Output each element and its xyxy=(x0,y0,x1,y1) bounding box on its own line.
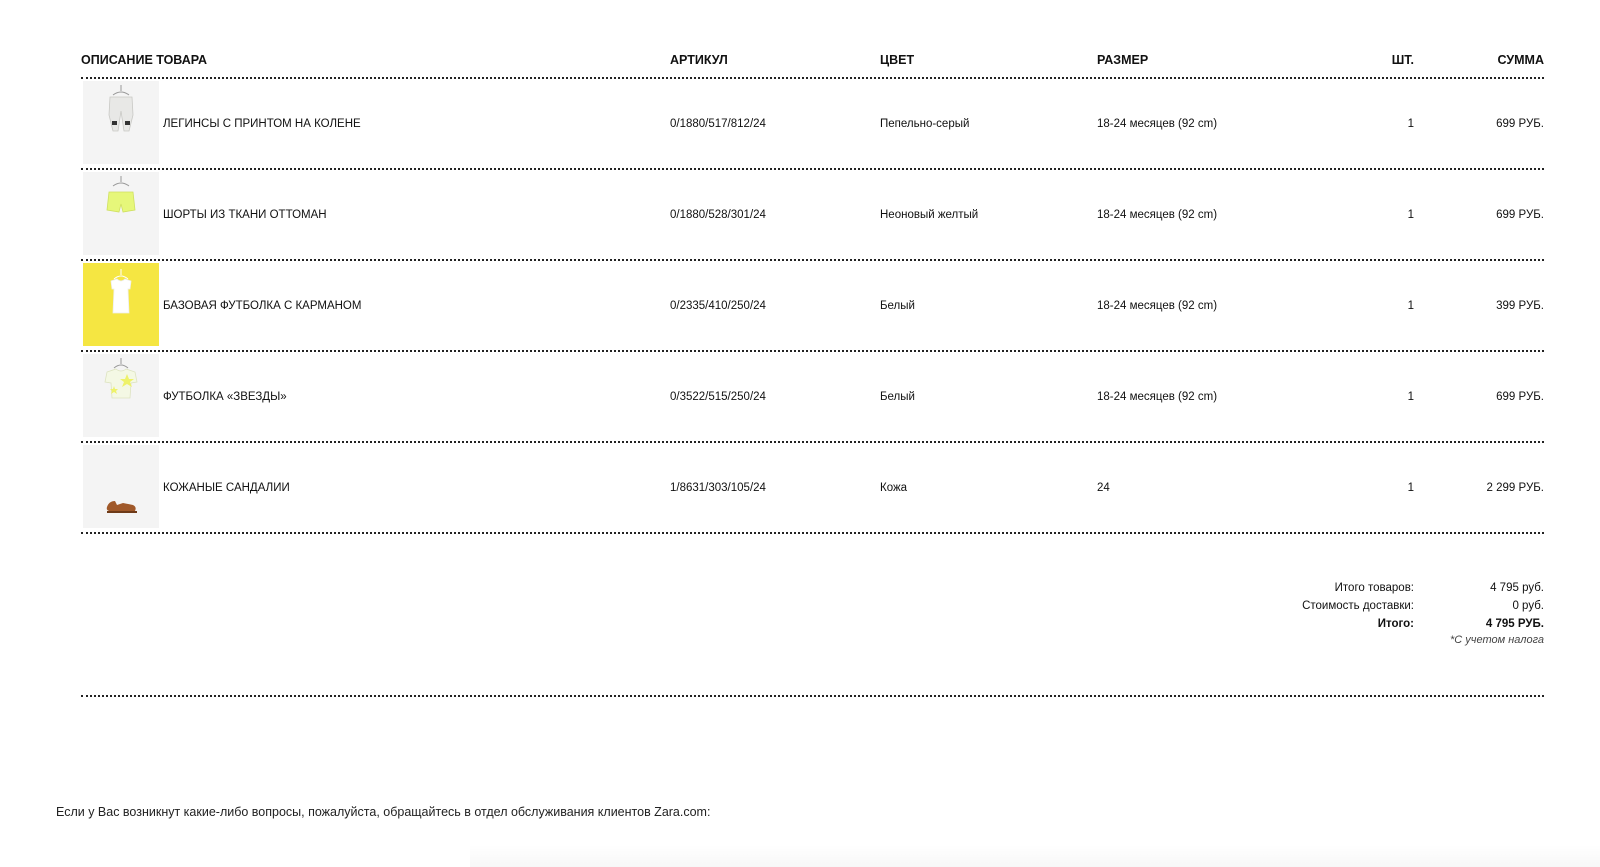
header-qty: ШТ. xyxy=(1391,53,1414,67)
shorts-image[interactable] xyxy=(83,172,159,255)
item-name: ШОРТЫ ИЗ ТКАНИ ОТТОМАН xyxy=(163,209,327,221)
item-sku: 0/3522/515/250/24 xyxy=(670,391,766,403)
tshirt-pocket-image[interactable] xyxy=(83,263,159,346)
item-qty: 1 xyxy=(1407,209,1414,221)
item-size: 18-24 месяцев (92 cm) xyxy=(1097,118,1218,130)
order-totals xyxy=(1224,582,1544,646)
item-size: 18-24 месяцев (92 cm) xyxy=(1097,391,1218,403)
item-sku: 0/2335/410/250/24 xyxy=(670,300,766,312)
subtotal-value: 4 795 руб. xyxy=(1490,582,1544,594)
divider xyxy=(81,695,1544,697)
subtotal-label: Итого товаров: xyxy=(1334,582,1414,594)
item-sum: 699 РУБ. xyxy=(1496,391,1544,403)
item-name: ЛЕГИНСЫ С ПРИНТОМ НА КОЛЕНЕ xyxy=(163,118,361,130)
sandals-image[interactable] xyxy=(83,445,159,528)
table-row xyxy=(81,170,1544,261)
leggings-image[interactable] xyxy=(83,81,159,164)
item-name: КОЖАНЫЕ САНДАЛИИ xyxy=(163,482,290,494)
order-items-table xyxy=(81,45,1544,534)
item-color: Кожа xyxy=(880,482,908,494)
item-size: 18-24 месяцев (92 cm) xyxy=(1097,300,1218,312)
item-sku: 1/8631/303/105/24 xyxy=(670,482,766,494)
header-color: ЦВЕТ xyxy=(880,53,915,67)
item-sum: 2 299 РУБ. xyxy=(1486,482,1544,494)
table-row xyxy=(81,261,1544,352)
header-size: РАЗМЕР xyxy=(1097,53,1149,67)
grand-total-value: 4 795 РУБ. xyxy=(1485,618,1544,630)
header-description: ОПИСАНИЕ ТОВАРА xyxy=(81,53,208,67)
item-name: ФУТБОЛКА «ЗВЕЗДЫ» xyxy=(163,391,287,403)
item-sku: 0/1880/517/812/24 xyxy=(670,118,766,130)
item-sum: 699 РУБ. xyxy=(1496,209,1544,221)
item-size: 24 xyxy=(1097,482,1110,494)
item-qty: 1 xyxy=(1407,482,1414,494)
table-header xyxy=(81,45,1544,79)
item-name: БАЗОВАЯ ФУТБОЛКА С КАРМАНОМ xyxy=(163,300,362,312)
subtotal-line xyxy=(1224,582,1544,600)
footer-shade xyxy=(470,845,1600,867)
item-sum: 399 РУБ. xyxy=(1496,300,1544,312)
shipping-line xyxy=(1224,600,1544,618)
table-row xyxy=(81,79,1544,170)
header-sum: СУММА xyxy=(1497,53,1544,67)
item-size: 18-24 месяцев (92 cm) xyxy=(1097,209,1218,221)
table-row xyxy=(81,443,1544,534)
item-color: Белый xyxy=(880,391,915,403)
header-sku: АРТИКУЛ xyxy=(670,53,728,67)
item-qty: 1 xyxy=(1407,118,1414,130)
item-sum: 699 РУБ. xyxy=(1496,118,1544,130)
item-qty: 1 xyxy=(1407,300,1414,312)
item-color: Неоновый желтый xyxy=(880,209,979,221)
grand-total-label: Итого: xyxy=(1377,618,1414,630)
item-qty: 1 xyxy=(1407,391,1414,403)
table-row xyxy=(81,352,1544,443)
shipping-label: Стоимость доставки: xyxy=(1302,600,1414,612)
tax-note: *С учетом налога xyxy=(1449,634,1544,646)
support-contact-text: Если у Вас возникнут какие-либо вопросы, пожалуйста, обращайтесь в отдел обслуживания клиентов Zara.com: xyxy=(56,805,711,819)
tshirt-stars-image[interactable] xyxy=(83,354,159,437)
item-sku: 0/1880/528/301/24 xyxy=(670,209,766,221)
shipping-value: 0 руб. xyxy=(1512,600,1544,612)
item-color: Пепельно-серый xyxy=(880,118,970,130)
item-color: Белый xyxy=(880,300,915,312)
